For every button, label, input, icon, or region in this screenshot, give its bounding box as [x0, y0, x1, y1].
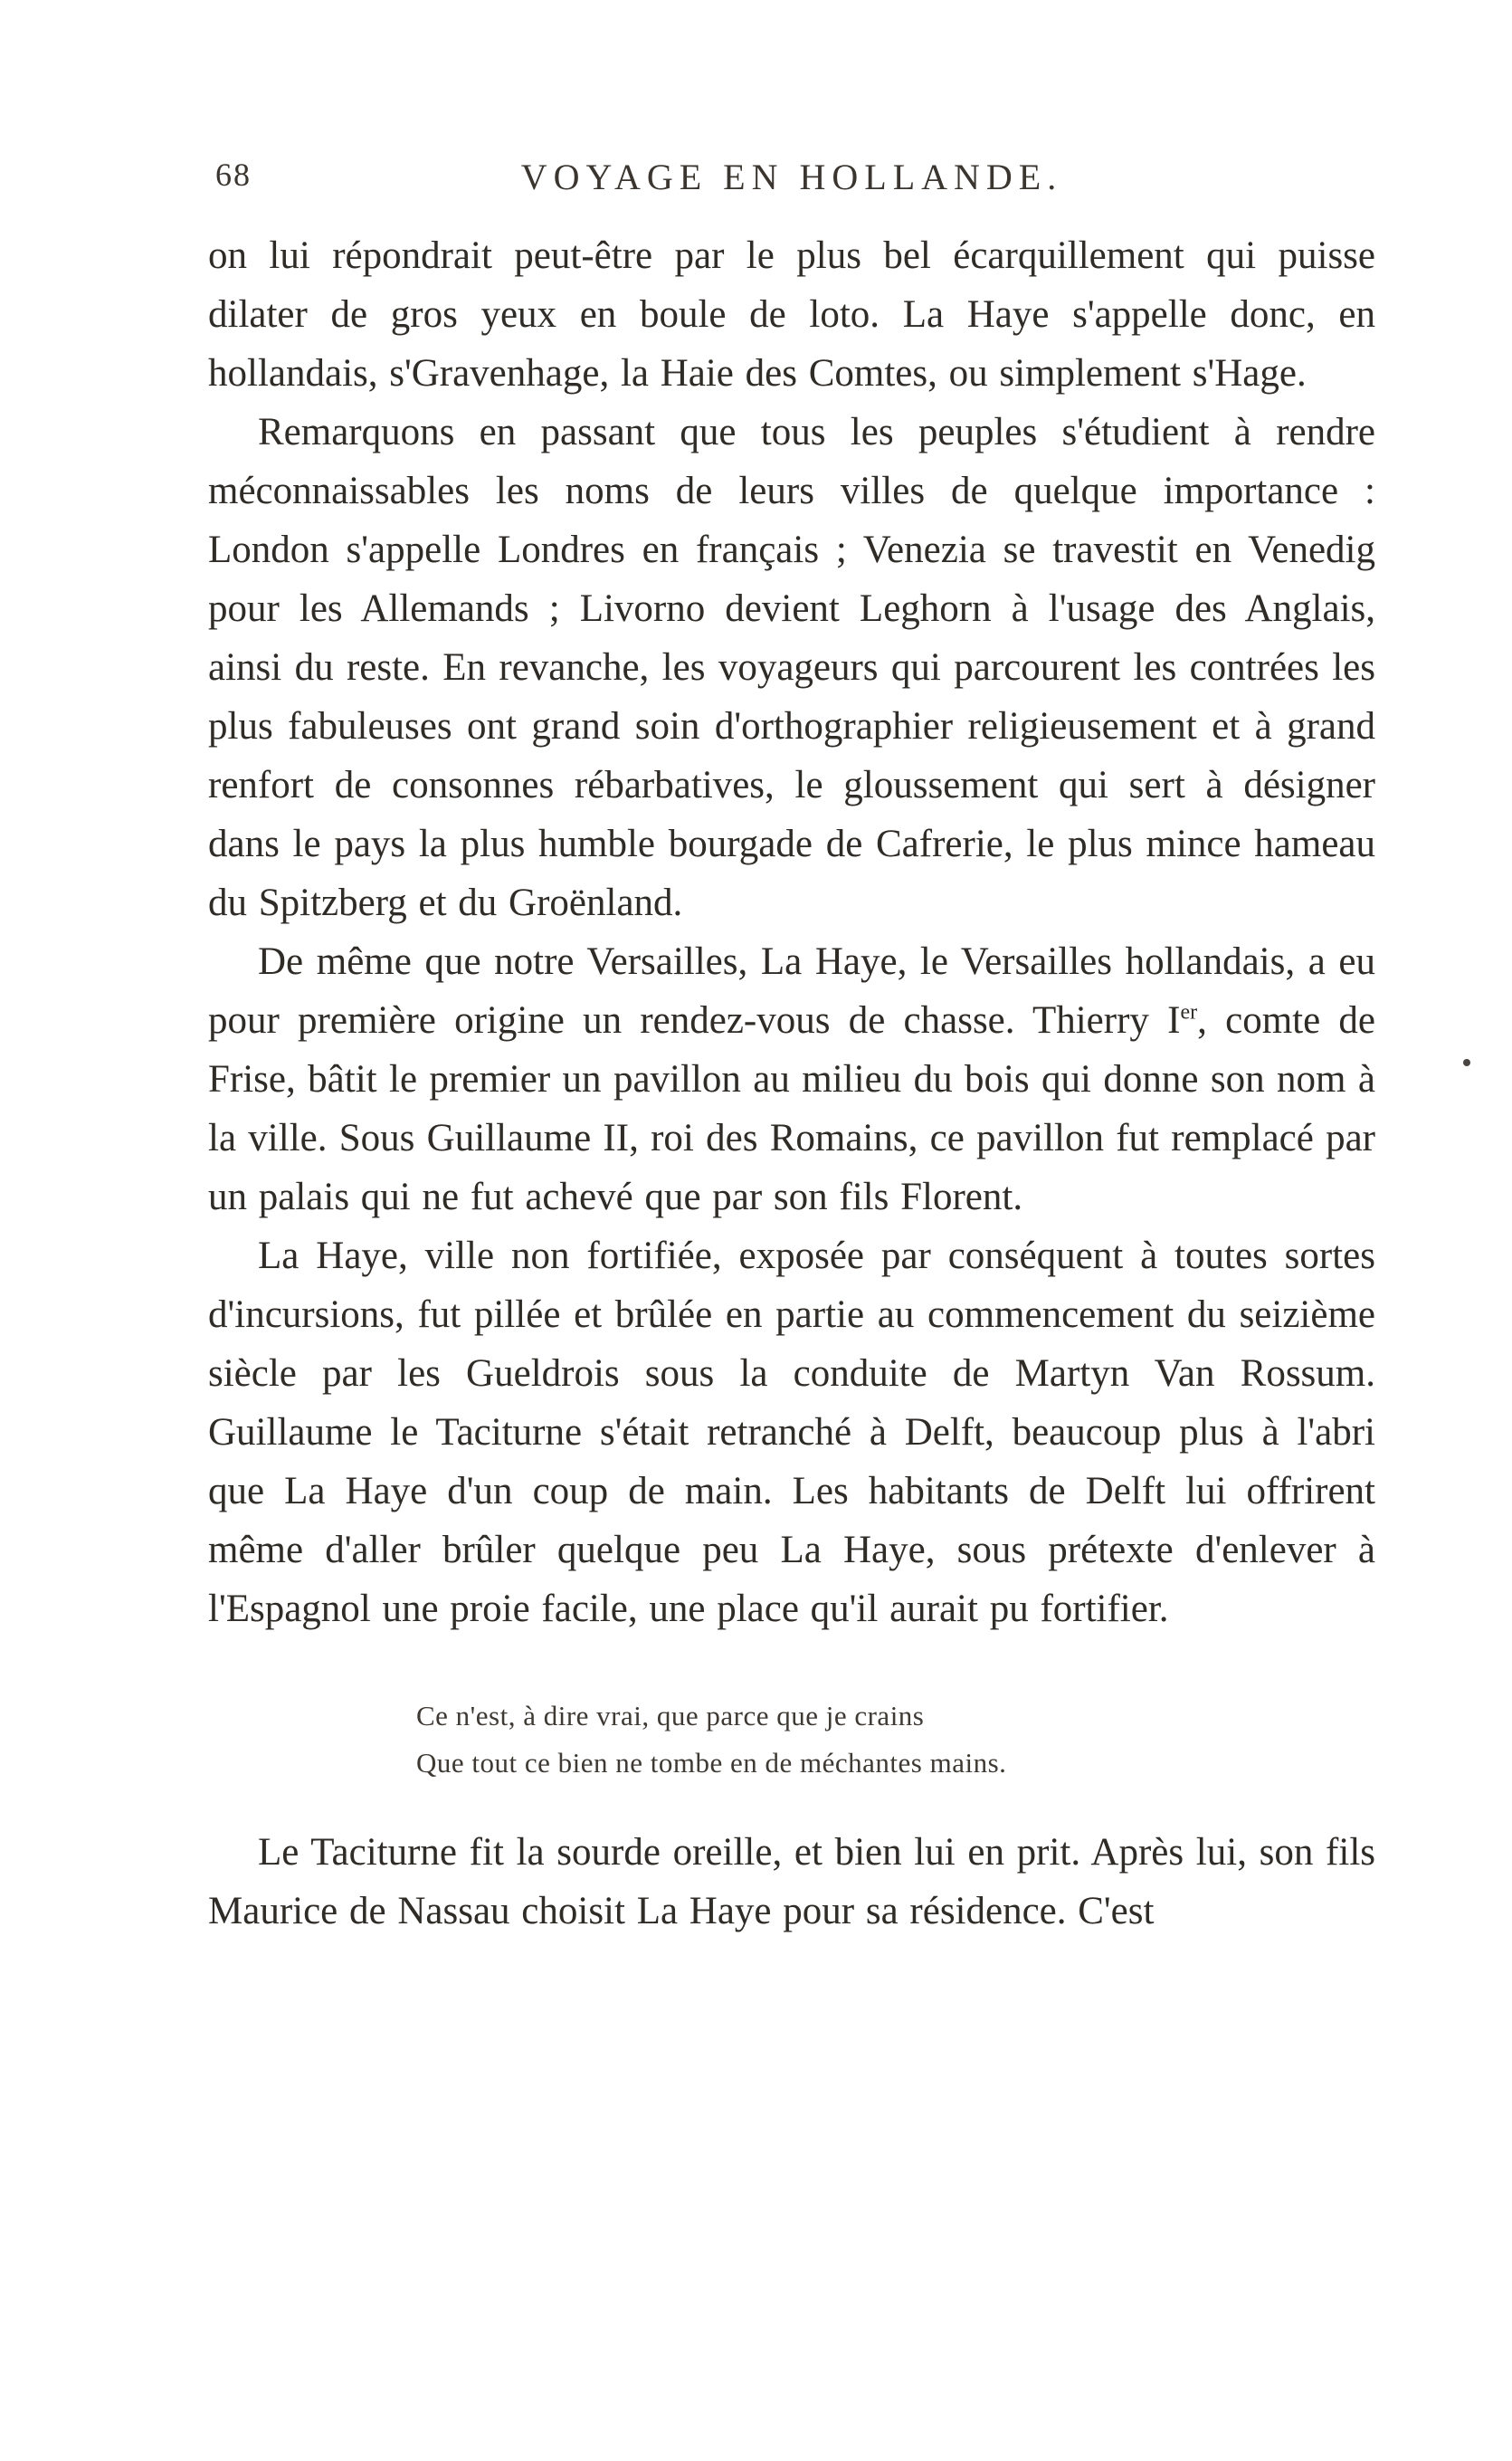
ink-speck	[1463, 1059, 1470, 1066]
verse-line-2: Que tout ce bien ne tombe en de méchantes mains.	[416, 1747, 1007, 1779]
paragraph-3-text-a: De même que notre Versailles, La Haye, le Versailles hollandais, a eu pour première origine un rendez-vous de chasse. Thierry I	[208, 940, 1375, 1042]
superscript-er: er	[1180, 1000, 1198, 1025]
paragraph-4: La Haye, ville non fortifiée, exposée par conséquent à toutes sortes d'incursions, fut pillée et brûlée en partie au commencement du seizième siècle par les Gueldrois sous la conduite de Martyn Van Rossum. Guillaume le Taciturne s'était retranché à Delft, beaucoup plus à l'abri que La Haye d'un coup de main. Les habitants de Delft lui offrirent même d'aller brûler quelque peu La Haye, sous prétexte d'enlever à l'Espagnol une proie facile, une place qu'il aurait pu fortifier.	[208, 1235, 1375, 1630]
paragraph-2: Remarquons en passant que tous les peuples s'étudient à rendre méconnaissables les noms de leurs villes de quelque importance : London s'appelle Londres en français ; Venezia se travestit en Venedig pour les Allemands ; Livorno devient Leghorn à l'usage des Anglais, ainsi du reste. En revanche, les voyageurs qui parcourent les contrées les plus fabuleuses ont grand soin d'orthographier religieusement et à grand renfort de consonnes rébarbatives, le gloussement qui sert à désigner dans le pays la plus humble bourgade de Cafrerie, le plus mince hameau du Spitzberg et du Groënland.	[208, 411, 1375, 924]
page-header	[208, 156, 1375, 210]
book-page	[208, 156, 1375, 1941]
paragraph-3-text-b: , comte de Frise, bâtit le premier un pavillon au milieu du bois qui donne son nom à la ville. Sous Guillaume II, roi des Romains, ce pavillon fut remplacé par un palais qui ne fut achevé que par son fils Florent.	[208, 999, 1375, 1218]
verse-quotation	[416, 1693, 1375, 1787]
page-number: 68	[215, 157, 252, 193]
verse-line-1: Ce n'est, à dire vrai, que parce que je crains	[416, 1700, 925, 1731]
paragraph-3	[208, 932, 1375, 1226]
running-title: VOYAGE EN HOLLANDE.	[520, 157, 1063, 197]
paragraph-1: on lui répondrait peut-être par le plus bel écarquillement qui puisse dilater de gros yeux en boule de loto. La Haye s'appelle donc, en hollandais, s'Gravenhage, la Haie des Comtes, ou simplement s'Hage.	[208, 234, 1375, 395]
paragraph-5: Le Taciturne fit la sourde oreille, et bien lui en prit. Après lui, son fils Maurice de Nassau choisit La Haye pour sa résidence. C'est	[208, 1831, 1375, 1932]
